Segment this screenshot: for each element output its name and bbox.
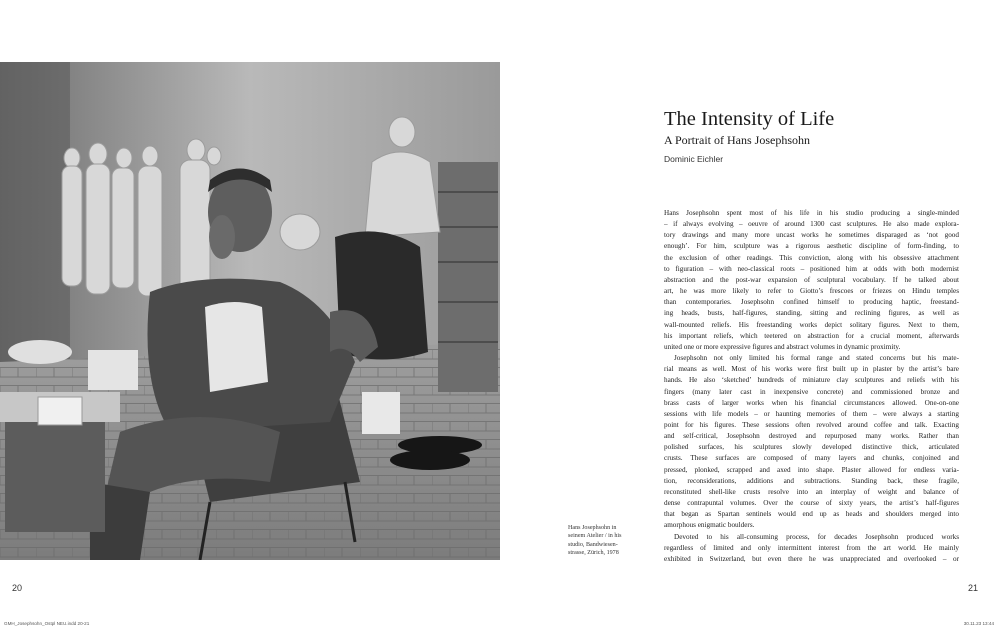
photo-drawing: [0, 62, 500, 560]
body-line: art, he was more likely to refer to Giotto’s frescoes or friezes on Hindu temples: [664, 287, 959, 296]
body-line: exhibited in Switzerland, but even there he was unappreciated and overlooked – or: [664, 554, 959, 563]
body-line: dense contrapuntal volumes. Over the course of sixty years, the artist’s half-figures: [664, 499, 959, 508]
body-line: hands. He also ‘sketched’ hundreds of miniature clay sculptures and reliefs with his: [664, 376, 959, 385]
body-line: – if always evolving – oeuvre of around 1300 cast sculptures. He also made explora-: [664, 220, 959, 229]
caption-line: Hans Josephsohn in: [568, 525, 617, 531]
artist-studio-photograph: [0, 62, 500, 560]
author-name: Dominic Eichler: [664, 154, 724, 164]
caption-line: studio, Bandwiesen-: [568, 541, 618, 548]
body-line: and self-critical, Josephsohn destroyed and repurposed many works. Rather than: [664, 432, 959, 441]
body-line: rial means as well. Most of his works were first built up in plaster by the artist’s bare: [664, 365, 959, 374]
slug-timestamp: 30.11.23 13:44: [963, 621, 994, 626]
article-title: The Intensity of Life: [664, 108, 835, 130]
body-line: to figuration – with neo-classical roots – positioned him at odds with both modernist: [664, 264, 959, 273]
body-line: tory drawings and many more uncast works he sometimes disparaged as ‘not good: [664, 231, 959, 240]
body-line: ing heads, busts, half-figures, standing, sitting and reclining figures, as well as: [664, 309, 959, 318]
page-number-left: 20: [12, 583, 23, 593]
body-line: point for his figures. These sessions often revolved around coffee and talk. Exacting: [664, 420, 959, 429]
article-body: [664, 208, 959, 565]
body-line: polished surfaces, his sculptures slowly developed distinctive thick, articulated: [664, 443, 959, 452]
body-line: wall-mounted reliefs. His freestanding works depict solitary figures. Next to them,: [664, 320, 959, 329]
body-line: Josephsohn not only limited his formal range and stated concerns but his mate-: [674, 354, 959, 363]
body-line: tion, reconsiderations, additions and subtractions. Standing back, these fragile,: [664, 476, 959, 485]
caption-line: strasse, Zürich, 1978: [568, 550, 619, 557]
body-line: brass casts of larger works when his financial circumstances allowed. One-on-one: [664, 398, 959, 407]
photo-caption: [568, 524, 638, 558]
body-line: amorphous enigmatic boulders.: [664, 521, 755, 530]
body-line: fingers (many later cast in inexpensive concrete) and commissioned bronze and: [664, 387, 959, 396]
body-line: that began as Spartan sentinels would end up as heads and shoulders merged into: [664, 510, 959, 519]
body-line: united one or more expressive figures and abstract volumes in dynamic proximity.: [664, 342, 901, 351]
page-number-right: 21: [968, 583, 979, 593]
body-line: abstraction and the post-war expansion of sculptural vocabulary. If he talked about: [664, 275, 959, 284]
body-line: pressed, plonked, scrapped and axed into shape. Plaster allowed for endless varia-: [664, 465, 959, 474]
body-line: regardless of limited and only intermittent interest from the art world. He mainly: [664, 543, 959, 552]
caption-line: seinem Atelier / in his: [568, 533, 622, 540]
body-line: his important reliefs, which teetered on abstraction for a crucial moment, afterwards: [664, 331, 959, 340]
body-line: enough’. For him, sculpture was a rigorous aesthetic discipline of form-finding, to: [664, 242, 959, 251]
body-line: Hans Josephsohn spent most of his life in his studio producing a single-minded: [664, 209, 959, 217]
body-line: sessions with life models – or haunting memories of them – were always a starting: [664, 409, 959, 418]
body-line: the exclusion of other readings. This conviction, along with his obsessive attachment: [664, 253, 959, 262]
body-line: than contemporaries. Josephsohn confined himself to producing haptic, freestand-: [664, 298, 959, 307]
body-line: reconstituted shell-like crusts resolve into an interplay of weight and balance of: [664, 487, 959, 496]
article-subtitle: A Portrait of Hans Josephsohn: [664, 133, 810, 147]
slug-file-info: GMH_Josephsohn_Ostpl NEU.indd 20-21: [4, 621, 90, 626]
body-line: Devoted to his all-consuming process, for decades Josephsohn produced works: [674, 532, 959, 541]
body-line: crusts. These surfaces are composed of many layers and chunks, conjoined and: [664, 454, 959, 463]
